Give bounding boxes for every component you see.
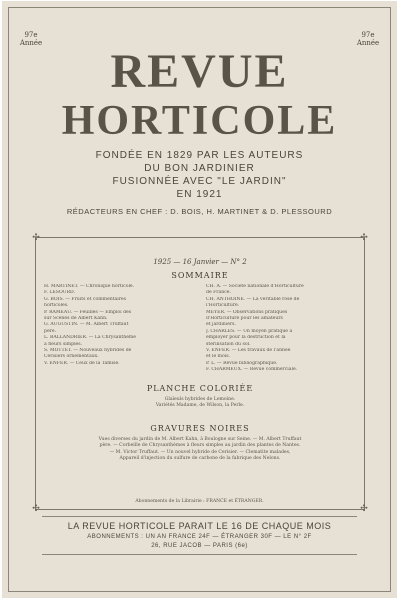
toc-entry: CH. A. — Société nationale d'Horticulture xyxy=(206,284,304,289)
toc-entry: L. BALLANDRIER. — La Chrysanthème xyxy=(44,335,137,341)
gravures-heading: GRAVURES NOIRES xyxy=(150,424,250,433)
toc-entry: H. MARTINET. — Chronique horticole. xyxy=(44,284,135,289)
year-label-right: 97e Année xyxy=(356,31,380,47)
toc-entry: F. CHARMEUX. — Revue commerciale. xyxy=(206,367,298,373)
gravures-description: Vues diverses du jardin de M. Albert Kahn, à Boulogne sur Seine. — M. Albert Truffaut père. — Corbeille de Chrysanthèmes à fleurs simples au jardin des plantes de Nantes. — M. Victor Truffaut. — Un nouvel hybride de Cerisier. — Clematite malades, Appareil d'injection du sulfure de carbone de la fabrique des Nelons. xyxy=(98,437,302,462)
corner-ornament-icon: ✣ xyxy=(360,233,368,243)
plate-description: Glaïeuls hybrides de Lemoine. Variétés Madame, de Wilson, la Perle. xyxy=(155,397,245,409)
toc-left-column xyxy=(44,284,194,367)
footer-price: ABONNEMENTS : UN AN FRANCE 24F — ÉTRANGER 30F — LE N° 2F xyxy=(87,534,312,540)
corner-ornament-icon: ✣ xyxy=(32,504,40,514)
toc-entry: CH. ANTHOINE. — La véritable rose de xyxy=(206,296,300,302)
summary-heading: SOMMAIRE xyxy=(171,271,229,280)
toc-entry: et le mois. xyxy=(206,354,231,360)
toc-entry: MEYER. — Observations pratiques xyxy=(206,309,288,315)
toc-entry: V. ENFER. — Les travaux de l'année xyxy=(206,348,291,354)
contents-box xyxy=(32,233,368,514)
toc-entry: S. MOTTET. — Nouveaux hybrides de xyxy=(44,348,132,354)
issue-date: 1925 — 16 Janvier — N° 2 xyxy=(153,258,247,266)
founded-line-4: EN 1921 xyxy=(176,189,223,200)
toc-entry: père. xyxy=(44,328,57,334)
toc-entry: G. BOIS. — Fruits et commentaires xyxy=(44,296,126,302)
toc-entry: J. CHARLES. — Un moyen pratique à xyxy=(206,328,293,334)
year-label-left: 97e Année xyxy=(19,31,43,47)
divider xyxy=(42,554,357,555)
toc-entry: d'Horticulture pour les amateurs xyxy=(206,316,283,322)
corner-ornament-icon: ✣ xyxy=(32,233,40,243)
toc-right-column xyxy=(206,284,356,374)
editors-line: RÉDACTEURS EN CHEF : D. BOIS, H. MARTINET & D. PLESSOURD xyxy=(66,207,333,216)
toc-entry: de France. xyxy=(206,290,231,296)
masthead-title-line1: REVUE xyxy=(110,45,289,98)
toc-entry: employer pour la destruction et la xyxy=(206,335,286,341)
toc-entry: à fleurs simples. xyxy=(44,341,83,347)
plate-heading: PLANCHE COLORIÉE xyxy=(146,384,254,393)
toc-entry: F. LESOURD. xyxy=(44,290,76,296)
footer-frequency: LA REVUE HORTICOLE PARAIT LE 16 DE CHAQUE MOIS xyxy=(67,521,332,531)
toc-entry: G. AUGUSTIN. — M. Albert Truffaut xyxy=(44,322,129,328)
founded-line-3: FUSIONNÉE AVEC "LE JARDIN" xyxy=(112,176,287,187)
toc-entry: stérilisation du sol. xyxy=(206,341,251,347)
toc-entry: P. L. — Revue bibliographique. xyxy=(206,360,278,366)
toc-entry: sur Scènes de Albert Kahn. xyxy=(44,316,108,322)
toc-entry: V. ENFER. — Ceux de la Tamise. xyxy=(44,360,120,366)
toc-entry: Cerisiers ornementaux. xyxy=(44,354,99,360)
divider xyxy=(42,516,357,517)
footer-address: 26, RUE JACOB — PARIS (6e) xyxy=(151,543,248,549)
founded-line-1: FONDÉE EN 1829 PAR LES AUTEURS xyxy=(95,150,304,161)
corner-ornament-icon: ✣ xyxy=(360,504,368,514)
subscription-note: Abonnements de la Librairie : FRANCE et ÉTRANGER. xyxy=(135,499,264,504)
toc-entry: P. RAMEAU. — Feuilles — Emploi des xyxy=(44,309,132,315)
toc-entry: et jardiniers. xyxy=(206,322,236,328)
masthead-title-line2: HORTICOLE xyxy=(61,98,338,144)
founded-line-2: DU BON JARDINIER xyxy=(144,163,255,174)
toc-entry: l'Horticulture. xyxy=(206,303,240,309)
toc-entry: horticoles. xyxy=(44,303,69,309)
magazine-cover xyxy=(2,1,397,598)
